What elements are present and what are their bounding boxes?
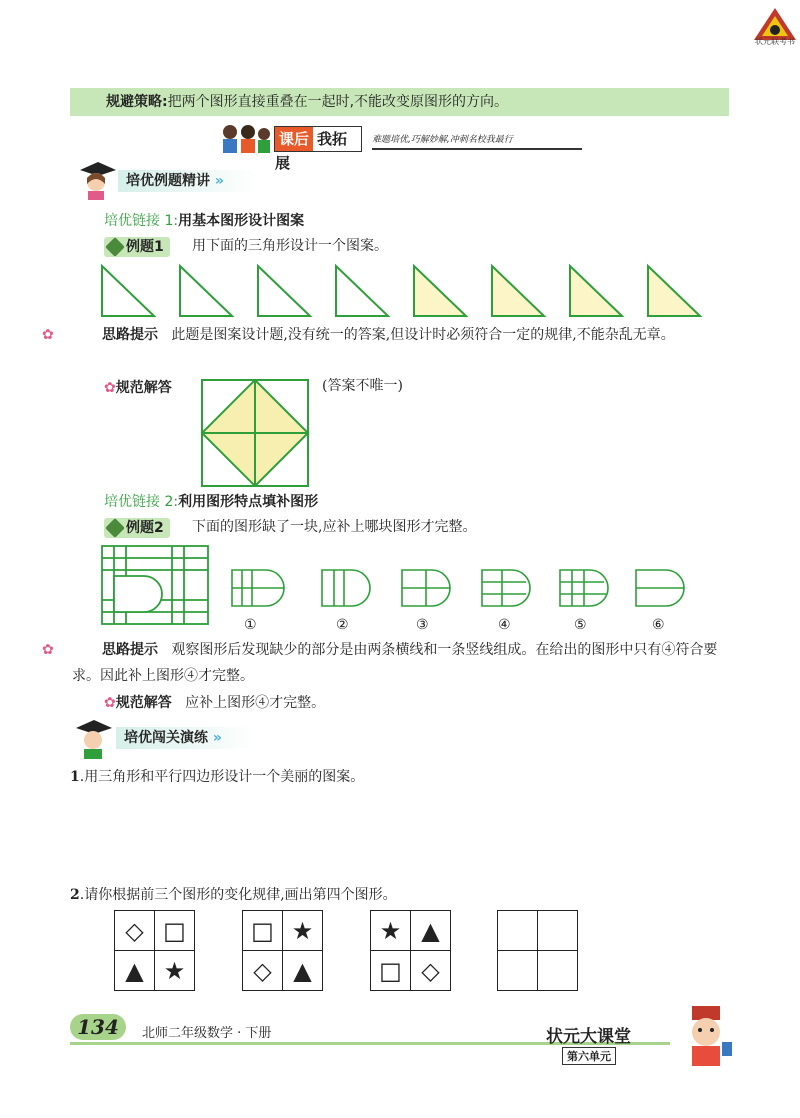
strategy-text: 把两个图形直接重叠在一起时,不能改变原图形的方向。 xyxy=(167,94,509,110)
link1 xyxy=(104,210,304,230)
ex2-hint xyxy=(42,637,732,689)
strategy-bar xyxy=(70,88,729,116)
triangle-1 xyxy=(102,266,154,316)
pattern-grid-1 xyxy=(114,910,195,991)
mascot-icon xyxy=(676,1004,736,1068)
ex2-badge-text: 例题2 xyxy=(126,520,164,536)
banner-title-a: 课后 xyxy=(275,127,313,151)
question-2 xyxy=(70,882,397,908)
strategy-label: 规避策略: xyxy=(106,94,168,110)
option-label: ④ xyxy=(498,617,511,633)
q2-num: 2 xyxy=(70,887,80,903)
ex1-answer-label: 规范解答 xyxy=(115,380,172,396)
brand-name: 状元大课堂 xyxy=(546,1027,631,1047)
banner-title-b: 我拓展 xyxy=(275,130,348,172)
pattern-grid-3 xyxy=(370,910,451,991)
page-number: 134 xyxy=(70,1014,126,1040)
flower-icon: ✿ xyxy=(42,327,54,343)
question-1 xyxy=(70,764,364,790)
q1-text: .用三角形和平行四边形设计一个美丽的图案。 xyxy=(79,769,365,785)
banner-underline xyxy=(372,148,582,150)
flower-icon: ✿ xyxy=(104,695,116,711)
option-label: ⑤ xyxy=(574,617,587,633)
option-3 xyxy=(402,570,450,606)
grid-cell: ★ xyxy=(155,951,195,991)
puzzle-figure xyxy=(100,544,210,626)
triangle-7 xyxy=(570,266,622,316)
unit-label: 第六单元 xyxy=(562,1047,616,1065)
link2-text: 利用图形特点填补图形 xyxy=(178,494,319,510)
answer-cell[interactable] xyxy=(538,911,578,951)
option-label: ② xyxy=(336,617,349,633)
triangle-3 xyxy=(258,266,310,316)
book-title: 北师二年级数学 · 下册 xyxy=(142,1026,272,1041)
student-avatar-icon xyxy=(70,718,116,760)
grid-cell: □ xyxy=(243,911,283,951)
triangle-8 xyxy=(648,266,700,316)
ex1-answer-note: (答案不唯一) xyxy=(322,378,403,394)
banner-slogan: 难题培优,巧解妙解,冲刺名校我最行 xyxy=(372,135,513,145)
option-label: ⑥ xyxy=(652,617,665,633)
grid-cell: ★ xyxy=(283,911,323,951)
section1-title-text: 培优例题精讲 xyxy=(126,173,210,189)
ex1-badge-text: 例题1 xyxy=(126,239,164,255)
logo-text: 状元联考书 xyxy=(755,37,795,46)
option-6 xyxy=(636,570,684,606)
link1-label: 培优链接 1: xyxy=(104,213,179,229)
ex1-text: 用下面的三角形设计一个图案。 xyxy=(192,238,388,254)
pattern-grid-2 xyxy=(242,910,323,991)
grid-cell: □ xyxy=(371,951,411,991)
option-4 xyxy=(482,570,530,606)
ex2-badge xyxy=(104,517,170,538)
ex1-badge xyxy=(104,236,170,257)
grid-cell: ◇ xyxy=(115,911,155,951)
students-illustration-icon xyxy=(218,122,272,156)
link2-label: 培优链接 2: xyxy=(104,494,179,510)
grid-cell: □ xyxy=(155,911,195,951)
ex2-text: 下面的图形缺了一块,应补上哪块图形才完整。 xyxy=(192,519,477,535)
answer-pattern xyxy=(200,378,310,488)
option-label: ① xyxy=(244,617,257,633)
triangle-2 xyxy=(180,266,232,316)
triangles-row xyxy=(96,262,708,320)
section-title-examples: 培优例题精讲 » xyxy=(118,170,258,192)
grid-cell: ◇ xyxy=(243,951,283,991)
answer-cell[interactable] xyxy=(498,951,538,991)
q1-num: 1 xyxy=(70,769,80,785)
triangle-4 xyxy=(336,266,388,316)
banner-title xyxy=(274,126,362,172)
option-label: ③ xyxy=(416,617,429,633)
triangle-6 xyxy=(492,266,544,316)
ex2-answer xyxy=(104,690,325,716)
ex2-answer-label: 规范解答 xyxy=(115,695,172,711)
link1-text: 用基本图形设计图案 xyxy=(178,213,305,229)
grid-cell: ★ xyxy=(371,911,411,951)
ex1-hint xyxy=(42,322,732,348)
option-1 xyxy=(232,570,284,606)
ex2-answer-text: 应补上图形④才完整。 xyxy=(185,695,326,711)
ex1-hint-label: 思路提示 xyxy=(102,327,158,343)
q2-text: .请你根据前三个图形的变化规律,画出第四个图形。 xyxy=(79,887,397,903)
flower-icon: ✿ xyxy=(104,380,116,396)
grid-cell: ▲ xyxy=(283,951,323,991)
flower-icon: ✿ xyxy=(42,642,54,658)
grid-cell: ◇ xyxy=(411,951,451,991)
option-shapes xyxy=(226,566,686,608)
pattern-grid-answer[interactable] xyxy=(497,910,578,991)
link2 xyxy=(104,491,318,511)
option-5 xyxy=(560,570,608,606)
grid-cell: ▲ xyxy=(115,951,155,991)
answer-cell[interactable] xyxy=(498,911,538,951)
grid-cell: ▲ xyxy=(411,911,451,951)
triangle-5 xyxy=(414,266,466,316)
answer-cell[interactable] xyxy=(538,951,578,991)
option-2 xyxy=(322,570,370,606)
ex1-answer xyxy=(104,377,172,397)
ex1-hint-text: 此题是图案设计题,没有统一的答案,但设计时必须符合一定的规律,不能杂乱无章。 xyxy=(171,327,675,343)
ex2-hint-text: 观察图形后发现缺少的部分是由两条横线和一条竖线组成。在给出的图形中只有④符合要求。因此补上图形④才完整。 xyxy=(72,642,718,684)
section-title-practice: 培优闯关演练 » xyxy=(116,727,256,749)
section2-title-text: 培优闯关演练 xyxy=(124,730,208,746)
ex2-hint-label: 思路提示 xyxy=(102,642,158,658)
teacher-avatar-icon xyxy=(74,160,118,200)
